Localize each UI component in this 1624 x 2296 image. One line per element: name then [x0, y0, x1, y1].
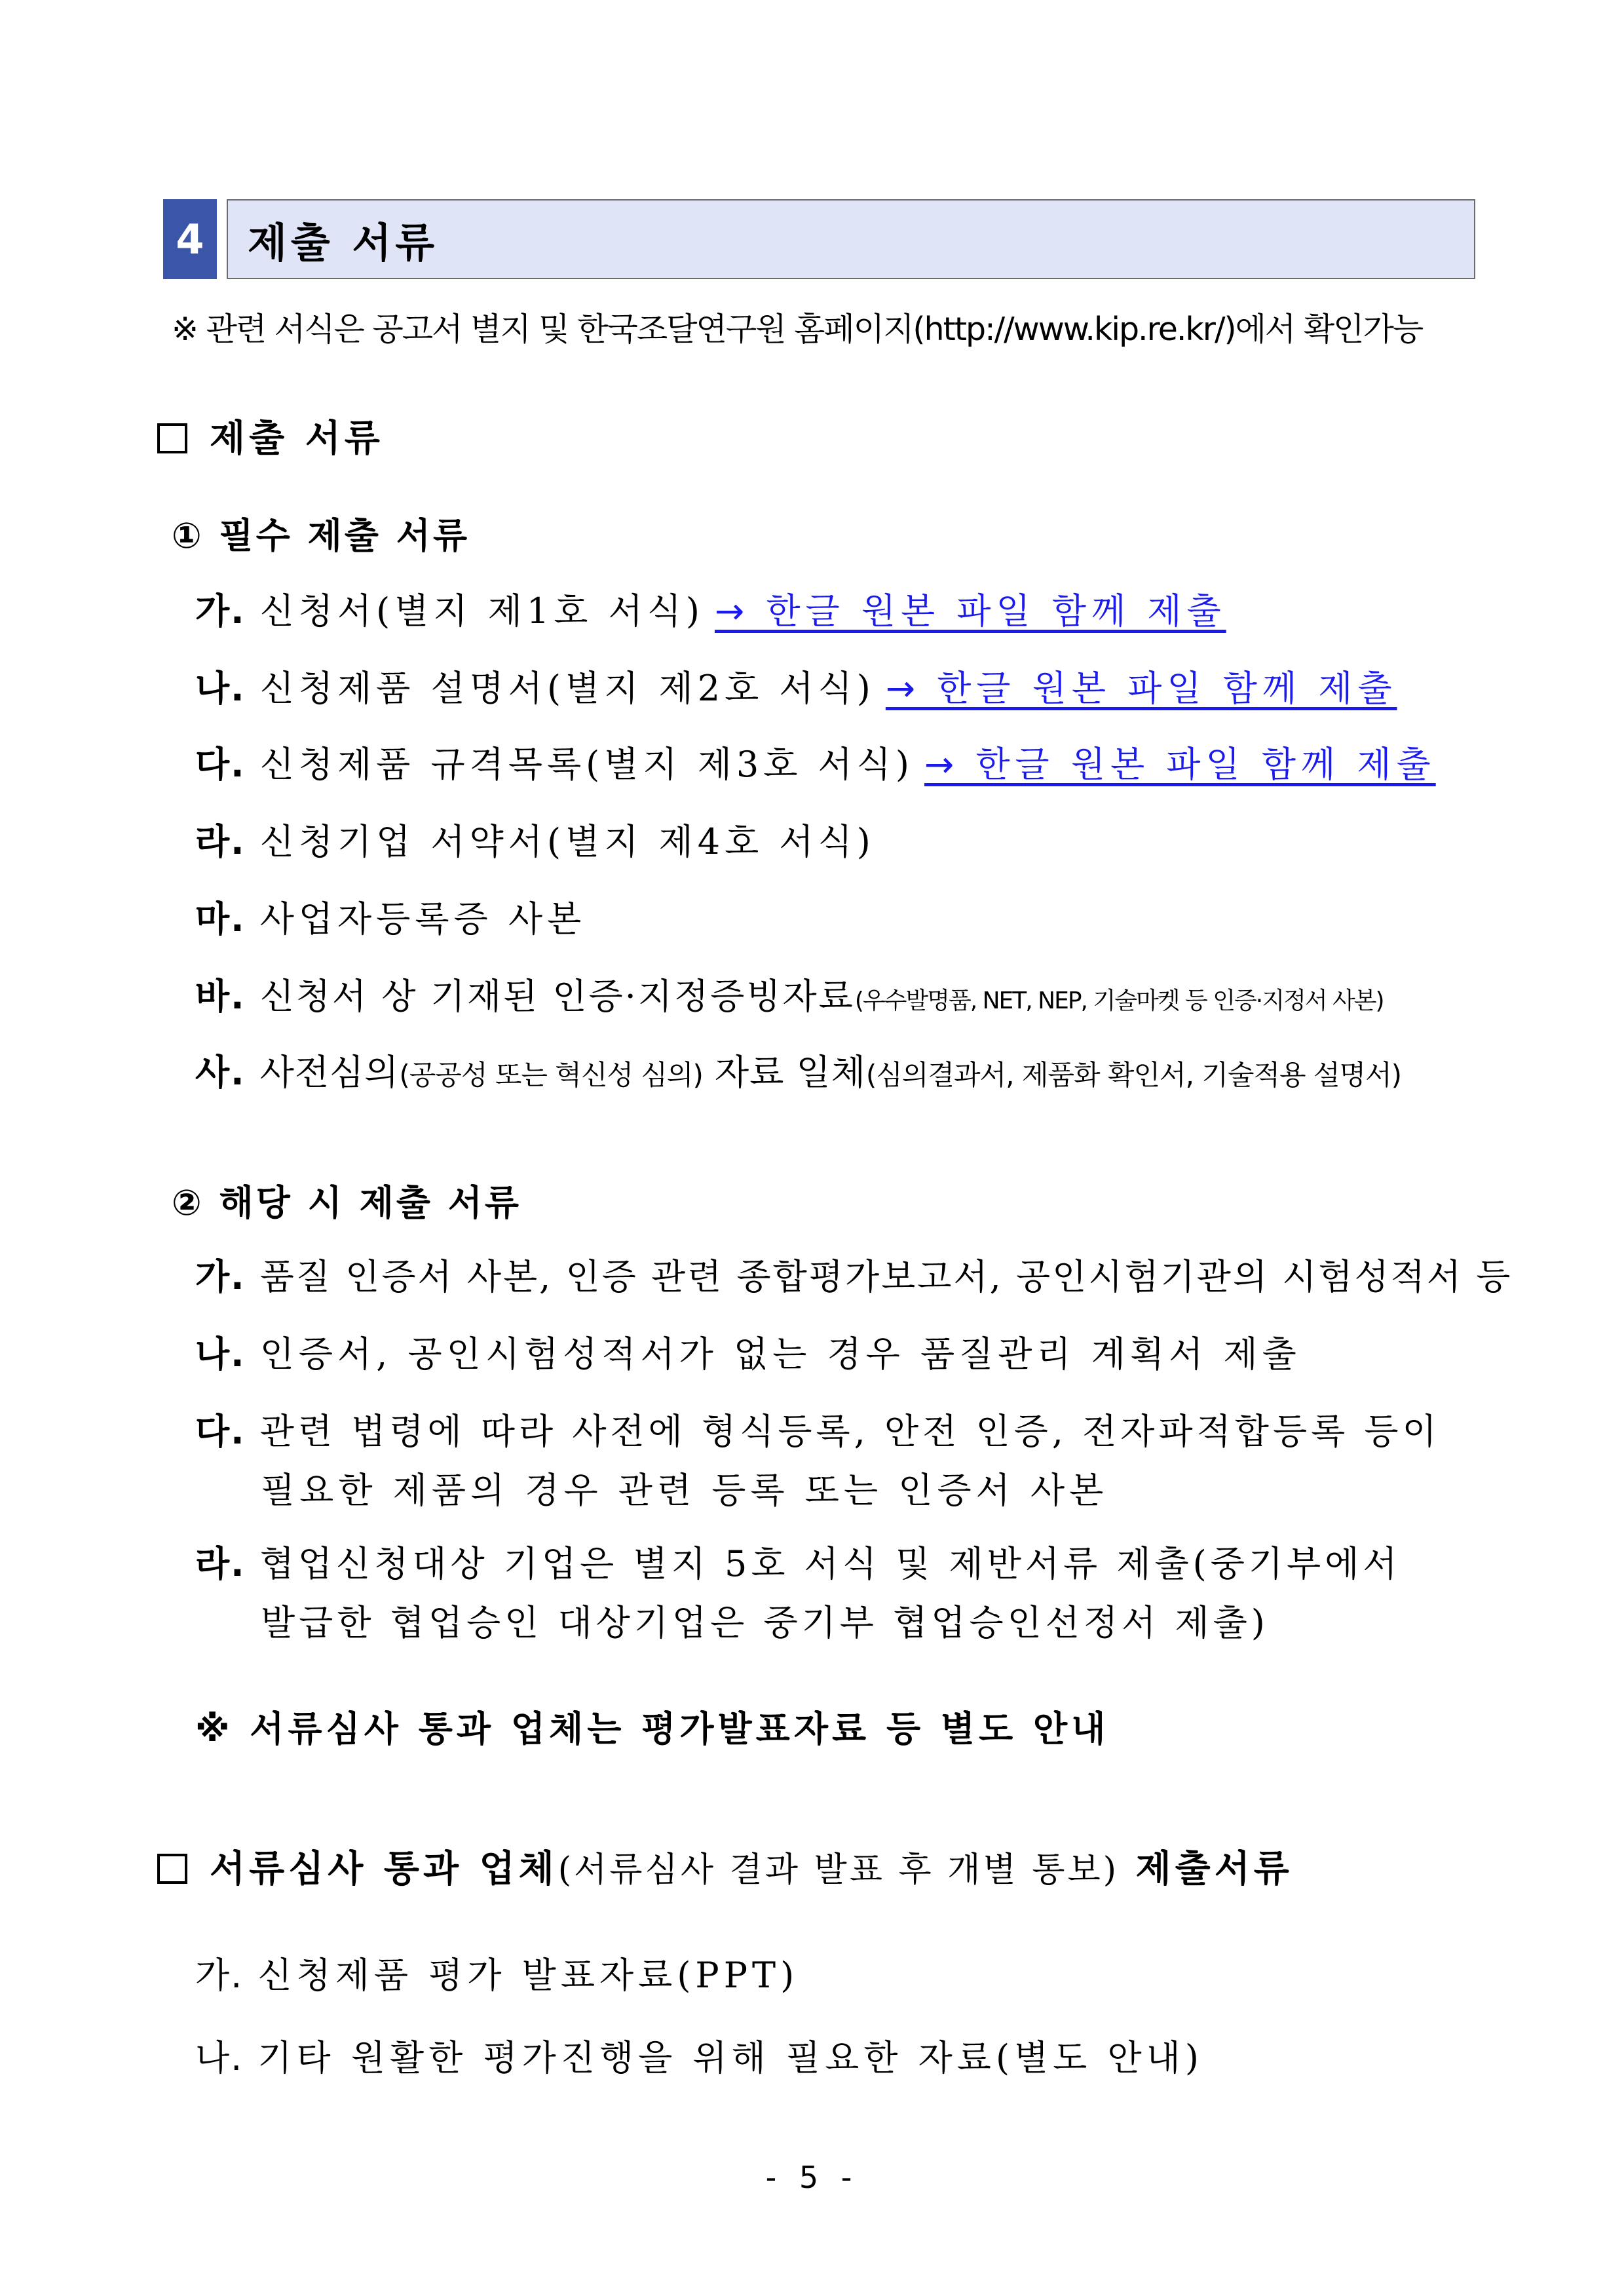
list-item — [195, 660, 1397, 711]
list-item — [195, 814, 875, 864]
item-text: 신청기업 서약서(별지 제4호 서식) — [259, 821, 875, 862]
list-item — [195, 1249, 1512, 1299]
item-text: 신청서(별지 제1호 서식) — [259, 590, 704, 632]
item-marker: 라. — [195, 1543, 246, 1584]
item-note: (우수발명품, NET, NEP, 기술마켓 등 인증·지정서 사본) — [854, 987, 1384, 1014]
item-text: 협업신청대상 기업은 별지 5호 서식 및 제반서류 제출(중기부에서 — [259, 1543, 1401, 1584]
list-item — [195, 583, 1226, 634]
checkbox-square-icon — [157, 1854, 187, 1884]
item-marker: 가. — [195, 1955, 244, 1996]
item-text: 품질 인증서 사본, 인증 관련 종합평가보고서, 공인시험기관의 시험성적서 등 — [259, 1256, 1513, 1297]
item-text: 기타 원활한 평가진행을 위해 필요한 자료(별도 안내) — [257, 2037, 1203, 2078]
list-item — [195, 1044, 1401, 1095]
item-continuation: 발급한 협업승인 대상기업은 중기부 협업승인선정서 제출) — [261, 1602, 1269, 1643]
item-marker: 마. — [195, 898, 246, 940]
list-item — [195, 968, 1384, 1019]
checkbox-square-icon — [157, 423, 187, 453]
section-title-box — [227, 199, 1475, 279]
list-item — [195, 1536, 1401, 1586]
item-marker: 바. — [195, 976, 246, 1017]
group2-heading: ② 해당 시 제출 서류 — [172, 1182, 522, 1223]
page-number: - 5 - — [765, 2160, 859, 2195]
block1-heading — [157, 410, 384, 462]
item-marker: 가. — [195, 1256, 246, 1297]
section-title: 제출 서류 — [248, 218, 439, 267]
item-marker: 라. — [195, 821, 246, 862]
block1-heading-text: 제출 서류 — [210, 417, 384, 460]
item-text: 사전심의 — [259, 1052, 400, 1093]
item-marker: 나. — [195, 2037, 244, 2078]
item-marker: 다. — [195, 1411, 246, 1452]
list-item — [195, 1326, 1301, 1377]
item-text: 신청서 상 기재된 인증·지정증빙자료 — [259, 976, 855, 1017]
block2-heading-text: 서류심사 통과 업체 — [210, 1848, 558, 1890]
list-item — [195, 737, 1436, 787]
list-item — [195, 891, 586, 942]
item-text: 인증서, 공인시험성적서가 없는 경우 품질관리 계획서 제출 — [259, 1333, 1301, 1375]
list-item — [195, 2030, 1203, 2080]
hwp-original-link[interactable]: → 한글 원본 파일 함께 제출 — [714, 590, 1226, 632]
item-text: 신청제품 설명서(별지 제2호 서식) — [259, 668, 875, 709]
item-continuation: 필요한 제품의 경우 관련 등록 또는 인증서 사본 — [261, 1470, 1108, 1511]
section-number: 4 — [163, 199, 217, 279]
item-note: (공공성 또는 혁신성 심의) — [399, 1059, 703, 1091]
item-text: 신청제품 규격목록(별지 제3호 서식) — [259, 744, 914, 785]
item-text: 신청제품 평가 발표자료(PPT) — [257, 1955, 799, 1996]
hwp-original-link[interactable]: → 한글 원본 파일 함께 제출 — [885, 668, 1397, 709]
item-marker: 가. — [195, 590, 246, 632]
item-marker: 사. — [195, 1052, 246, 1093]
hwp-original-link[interactable]: → 한글 원본 파일 함께 제출 — [924, 744, 1436, 785]
block2-heading-sub: (서류심사 결과 발표 후 개별 통보) — [557, 1850, 1120, 1890]
list-item — [195, 1404, 1441, 1454]
item-marker: 나. — [195, 1333, 246, 1375]
item-note: (심의결과서, 제품화 확인서, 기술적용 설명서) — [865, 1059, 1402, 1091]
item-text: 관련 법령에 따라 사전에 형식등록, 안전 인증, 전자파적합등록 등이 — [259, 1411, 1441, 1452]
group1-heading: ① 필수 제출 서류 — [172, 515, 470, 556]
block2-heading-tail: 제출서류 — [1119, 1848, 1293, 1890]
block2-heading — [157, 1840, 1293, 1892]
item-text: 자료 일체 — [702, 1052, 866, 1093]
item-marker: 다. — [195, 744, 246, 785]
item-text: 사업자등록증 사본 — [259, 898, 586, 940]
notice-text: ※ 관련 서식은 공고서 별지 및 한국조달연구원 홈페이지(http://www.kip.re.kr/)에서 확인가능 — [172, 311, 1423, 348]
list-item — [195, 1947, 799, 1998]
review-note: ※ 서류심사 통과 업체는 평가발표자료 등 별도 안내 — [195, 1708, 1110, 1750]
item-marker: 나. — [195, 668, 246, 709]
